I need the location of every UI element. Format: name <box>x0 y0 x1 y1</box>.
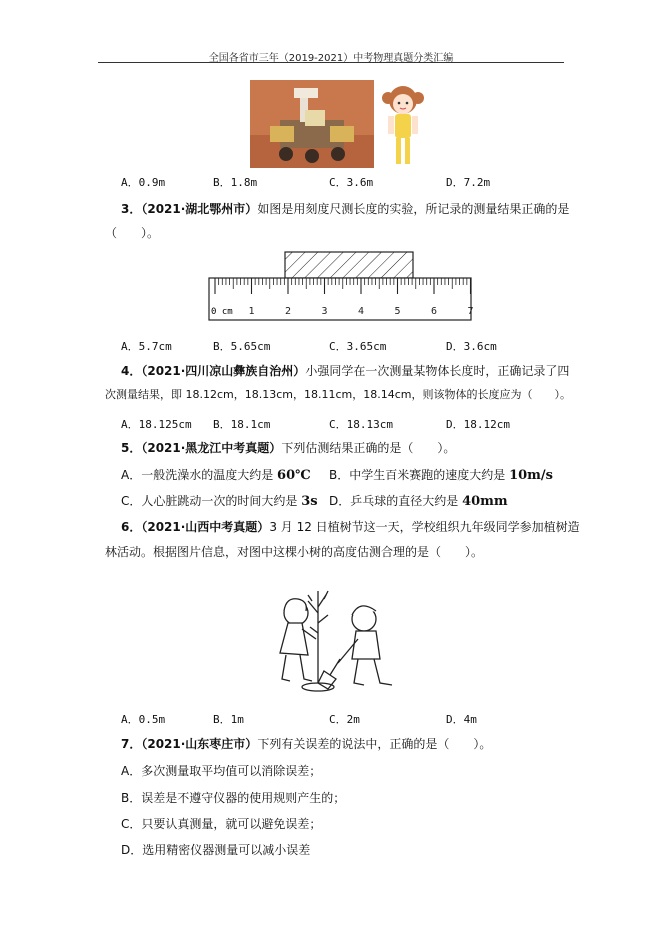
q5-source-tag: 5．（2021·黑龙江中考真题） <box>121 441 282 455</box>
q2-option-c: C．3.6m <box>329 176 374 189</box>
q5-option-a: A．一般洗澡水的温度大约是 60℃ <box>121 468 311 483</box>
q7-text: 下列有关误差的说法中，正确的是（ ）。 <box>257 737 492 751</box>
measured-block <box>285 252 413 278</box>
q5-option-b: B．中学生百米赛跑的速度大约是 10m/s <box>329 468 553 483</box>
q6-source-tag: 6．（2021·山西中考真题） <box>121 520 270 534</box>
q4-option-c: C．18.13cm <box>329 418 393 431</box>
q6-text: 3 月 12 日植树节这一天，学校组织九年级同学参加植树造 <box>269 520 580 534</box>
q4-option-b: B．18.1cm <box>213 418 271 431</box>
ruler-tick-label: 5 <box>394 306 401 317</box>
q5-stem <box>121 440 455 456</box>
q7-option-c: C．只要认真测量，就可以避免误差； <box>121 817 322 831</box>
rover-and-girl-figure <box>250 80 430 172</box>
q5-option-d: D．乒乓球的直径大约是 40mm <box>329 494 508 509</box>
q5-option-d-value: 40mm <box>462 494 508 509</box>
q3-option-a: A．5.7cm <box>121 340 172 353</box>
q2-option-a: A．0.9m <box>121 176 166 189</box>
q6-option-a: A．0.5m <box>121 713 166 726</box>
q4-source-tag: 4．（2021·四川凉山彝族自治州） <box>121 364 306 378</box>
ruler-tick-label: 4 <box>358 306 365 317</box>
q5-text: 下列估测结果正确的是（ ）。 <box>281 441 456 455</box>
q7-option-b: B．误差是不遵守仪器的使用规则产生的； <box>121 791 346 805</box>
q3-text: 如图是用刻度尺测长度的实验，所记录的测量结果正确的是 <box>257 202 570 216</box>
q7-stem <box>121 736 491 752</box>
q3-source-tag: 3．（2021·湖北鄂州市） <box>121 202 258 216</box>
q2-option-b: B．1.8m <box>213 176 258 189</box>
q7-option-d: D．选用精密仪器测量可以减小误差 <box>121 843 311 857</box>
q6-stem-line2: 林活动。根据图片信息，对图中这棵小树的高度估测合理的是（ ）。 <box>105 545 484 559</box>
q3-stem <box>121 201 569 217</box>
q7-option-a: A．多次测量取平均值可以消除误差； <box>121 764 322 778</box>
q6-stem <box>121 519 580 535</box>
q4-stem <box>121 363 569 379</box>
page-header: 全国各省市三年（2019-2021）中考物理真题分类汇编 <box>208 53 454 64</box>
q7-source-tag: 7．（2021·山东枣庄市） <box>121 737 258 751</box>
student-left-icon <box>280 599 316 681</box>
q6-option-b: B．1m <box>213 713 244 726</box>
ruler-tick-label: 2 <box>285 306 292 317</box>
ruler-tick-label: 3 <box>321 306 328 317</box>
ruler-tick-label: 6 <box>431 306 438 317</box>
student-right-icon <box>338 606 392 685</box>
q5-option-c-value: 3s <box>301 494 318 509</box>
q2-option-d: D．7.2m <box>446 176 491 189</box>
tree-icon <box>308 591 328 683</box>
q6-option-c: C．2m <box>329 713 360 726</box>
q3-option-d: D．3.6cm <box>446 340 497 353</box>
ruler-tick-label: 1 <box>248 306 255 317</box>
header-rule <box>98 62 564 63</box>
ruler-figure <box>205 250 475 325</box>
q3-stem-line2: （ ）。 <box>105 226 160 240</box>
q3-option-c: C．3.65cm <box>329 340 387 353</box>
q6-option-d: D．4m <box>446 713 477 726</box>
tree-planting-figure <box>268 583 413 695</box>
q3-option-b: B．5.65cm <box>213 340 271 353</box>
ruler-unit-label: 0 cm <box>211 307 233 317</box>
ruler-tick-label: 7 <box>467 306 474 317</box>
q5-option-b-value: 10m/s <box>509 468 553 483</box>
q5-option-c: C．人心脏跳动一次的时间大约是 3s <box>121 494 318 509</box>
q4-option-a: A．18.125cm <box>121 418 192 431</box>
q4-text: 小强同学在一次测量某物体长度时，正确记录了四 <box>305 364 570 378</box>
q5-option-a-value: 60℃ <box>277 468 311 483</box>
q4-option-d: D．18.12cm <box>446 418 510 431</box>
girl-icon <box>382 86 424 164</box>
q4-stem-line2: 次测量结果，即 18.12cm，18.13cm，18.11cm，18.14cm，则该物体的长度应为（ ）。 <box>105 388 572 401</box>
